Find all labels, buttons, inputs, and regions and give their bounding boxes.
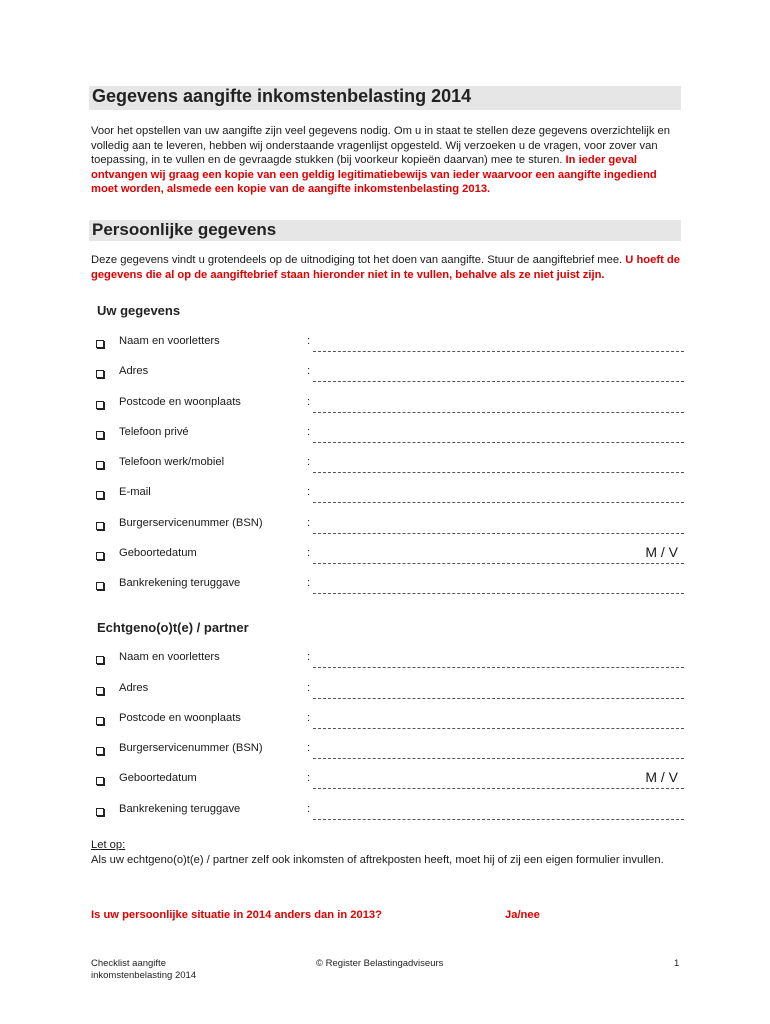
footer-doc-title-line2: inkomstenbelasting 2014: [91, 970, 197, 981]
checkbox[interactable]: [96, 461, 104, 469]
colon: :: [307, 547, 311, 559]
field-label: Burgerservicenummer (BSN): [119, 517, 263, 529]
note-text: Als uw echtgeno(o)t(e) / partner zelf ook inkomsten of aftrekposten heeft, moet hij of zij een eigen formulier invullen.: [91, 853, 664, 866]
fill-line[interactable]: [313, 698, 684, 699]
fill-line[interactable]: [313, 667, 684, 668]
field-label: Geboortedatum: [119, 772, 197, 784]
checkbox[interactable]: [96, 340, 104, 348]
page-number: 1: [674, 958, 680, 969]
field-label: Geboortedatum: [119, 547, 197, 559]
checkbox[interactable]: [96, 491, 104, 499]
colon: :: [307, 517, 311, 529]
fill-line[interactable]: [313, 351, 684, 352]
own-field-name[interactable]: [96, 335, 686, 365]
own-field-birthdate[interactable]: [96, 544, 686, 577]
checkbox[interactable]: [96, 401, 104, 409]
checkbox[interactable]: [96, 808, 104, 816]
title-bar: [89, 86, 681, 110]
checkbox[interactable]: [96, 777, 104, 785]
colon: :: [307, 456, 311, 468]
colon: :: [307, 772, 311, 784]
colon: :: [307, 577, 311, 589]
partner-heading: Echtgeno(o)t(e) / partner: [97, 620, 249, 635]
partner-field-name[interactable]: [96, 651, 686, 681]
section-warning: U hoeft de gegevens die al op de aangiftebrief staan hieronder niet in te vullen, behalve als ze niet juist zijn.: [91, 254, 680, 281]
fill-line[interactable]: [313, 442, 684, 443]
note-block: [91, 838, 685, 867]
field-label: Bankrekening teruggave: [119, 803, 241, 815]
section-text: Deze gegevens vindt u grotendeels op de uitnodiging tot het doen van aangifte. Stuur de aangiftebrief mee.: [91, 254, 623, 266]
own-heading: Uw gegevens: [97, 303, 181, 318]
field-label: Burgerservicenummer (BSN): [119, 742, 263, 754]
fill-line[interactable]: [313, 563, 684, 564]
fill-line[interactable]: [313, 728, 684, 729]
own-field-postcode[interactable]: [96, 396, 686, 426]
fill-line[interactable]: [313, 533, 684, 534]
own-field-email[interactable]: [96, 486, 686, 516]
fill-line[interactable]: [313, 472, 684, 473]
gender-choice[interactable]: M / V: [645, 544, 678, 560]
field-label: E-mail: [119, 486, 151, 498]
footer-copyright: © Register Belastingadviseurs: [316, 958, 444, 969]
own-field-bank[interactable]: [96, 577, 686, 607]
section-paragraph: [91, 253, 685, 282]
field-label: Bankrekening teruggave: [119, 577, 241, 589]
footer-left: [91, 958, 196, 982]
colon: :: [307, 396, 311, 408]
checkbox[interactable]: [96, 431, 104, 439]
fill-line[interactable]: [313, 381, 684, 382]
fill-line[interactable]: [313, 412, 684, 413]
colon: :: [307, 803, 311, 815]
fill-line[interactable]: [313, 788, 684, 789]
colon: :: [307, 365, 311, 377]
checkbox[interactable]: [96, 687, 104, 695]
field-label: Naam en voorletters: [119, 651, 220, 663]
colon: :: [307, 651, 311, 663]
colon: :: [307, 712, 311, 724]
checkbox[interactable]: [96, 370, 104, 378]
field-label: Postcode en woonplaats: [119, 396, 241, 408]
note-heading: Let op:: [91, 839, 126, 851]
own-field-address[interactable]: [96, 365, 686, 395]
fill-line[interactable]: [313, 502, 684, 503]
situation-answer[interactable]: Ja/nee: [505, 909, 540, 921]
field-label: Naam en voorletters: [119, 335, 220, 347]
checkbox[interactable]: [96, 552, 104, 560]
partner-field-postcode[interactable]: [96, 712, 686, 742]
field-label: Telefoon werk/mobiel: [119, 456, 225, 468]
fill-line[interactable]: [313, 758, 684, 759]
colon: :: [307, 742, 311, 754]
gender-choice[interactable]: M / V: [645, 769, 678, 785]
fill-line[interactable]: [313, 819, 684, 820]
field-label: Postcode en woonplaats: [119, 712, 241, 724]
section-title: Persoonlijke gegevens: [92, 220, 277, 239]
own-field-bsn[interactable]: [96, 517, 686, 547]
checkbox[interactable]: [96, 717, 104, 725]
field-label: Telefoon privé: [119, 426, 189, 438]
footer-doc-title-line1: Checklist aangifte: [91, 958, 166, 969]
partner-field-bank[interactable]: [96, 803, 686, 833]
fill-line[interactable]: [313, 593, 684, 594]
section-bar: [89, 220, 681, 241]
colon: :: [307, 335, 311, 347]
checkbox[interactable]: [96, 747, 104, 755]
checkbox[interactable]: [96, 582, 104, 590]
partner-field-birthdate[interactable]: [96, 769, 686, 802]
intro-warning: In ieder geval ontvangen wij graag een kopie van een geldig legitimatiebewijs van ieder waarvoor een aangifte ingediend moet worden, alsmede een kopie van de aangifte inkomstenbelasting 2013.: [91, 154, 657, 196]
partner-field-address[interactable]: [96, 682, 686, 712]
intro-text: Voor het opstellen van uw aangifte zijn veel gegevens nodig. Om u in staat te stellen deze gegevens overzichtelijk en volledig aan te leveren, hebben wij onderstaande vragenlijst opgesteld. Wij verzoeken u de vragen, voor zover van toepassing, in te vullen en de gevraagde stukken (bij voorkeur kopieën daarvan) mee te sturen.: [91, 125, 671, 167]
partner-field-bsn[interactable]: [96, 742, 686, 772]
colon: :: [307, 486, 311, 498]
checkbox[interactable]: [96, 522, 104, 530]
colon: :: [307, 426, 311, 438]
own-field-phone-work[interactable]: [96, 456, 686, 486]
page-title: Gegevens aangifte inkomstenbelasting 2014: [92, 86, 472, 106]
own-field-phone-private[interactable]: [96, 426, 686, 456]
field-label: Adres: [119, 365, 149, 377]
checkbox[interactable]: [96, 656, 104, 664]
intro-paragraph: [91, 124, 685, 197]
field-label: Adres: [119, 682, 149, 694]
situation-question: Is uw persoonlijke situatie in 2014 anders dan in 2013?: [91, 909, 382, 921]
colon: :: [307, 682, 311, 694]
